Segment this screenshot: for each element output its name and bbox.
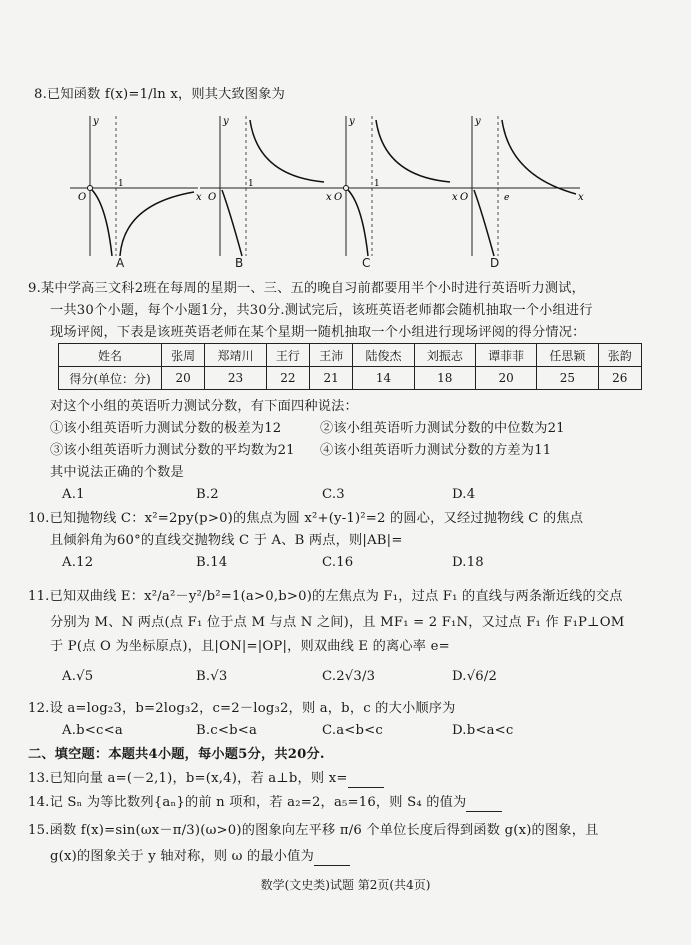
table-header-label: 姓名	[59, 344, 162, 367]
q10-option-b: B.14	[196, 555, 228, 570]
origin-label: O	[334, 192, 343, 203]
q13-line	[28, 770, 384, 788]
mark-label: 1	[374, 179, 380, 189]
q11-option-d: D.√6/2	[452, 669, 498, 684]
q9-statement-4: ④该小组英语听力测试分数的方差为11	[320, 443, 552, 458]
table-cell: 张韵	[598, 344, 641, 367]
q9-option-c: C.3	[322, 487, 345, 502]
q11-line1: 11.已知双曲线 E：x²/a²－y²/b²=1(a>0,b>0)的左焦点为 F₁，过点 F₁ 的直线与两条渐近线的交点	[28, 589, 623, 604]
table-cell: 20	[475, 367, 536, 390]
q12-option-b: B.c<b<a	[196, 723, 258, 738]
table-cell: 25	[537, 367, 598, 390]
q12-option-a: A.b<c<a	[62, 723, 123, 738]
q9-option-b: B.2	[196, 487, 219, 502]
q8-option-a: A	[116, 256, 125, 270]
table-cell: 14	[353, 367, 414, 390]
q11-line3: 于 P(点 O 为坐标原点)，且|ON|=|OP|，则双曲线 E 的离心率 e=	[50, 639, 450, 654]
q8-graph-a	[66, 112, 206, 262]
section-2-heading: 二、填空题：本题共4小题，每小题5分，共20分.	[28, 747, 325, 762]
mark-label: 1	[248, 179, 254, 189]
curve-left	[222, 190, 242, 256]
q9-statement-3: ③该小组英语听力测试分数的平均数为21	[50, 443, 295, 458]
axis-y-label: y	[223, 116, 229, 127]
curve-left	[90, 188, 112, 256]
q10-option-c: C.16	[322, 555, 354, 570]
axis-x-label: x	[196, 192, 202, 203]
q10-line1: 10.已知抛物线 C：x²=2py(p>0)的焦点为圆 x²+(y-1)²=2 的圆心，又经过抛物线 C 的焦点	[28, 511, 584, 526]
answer-blank[interactable]	[466, 797, 502, 812]
mark-e-label: e	[504, 193, 510, 203]
axis-y-label: y	[93, 116, 99, 127]
q13-stem: 13.已知向量 a=(－2,1)，b=(x,4)，若 a⊥b，则 x=	[28, 771, 348, 786]
table-cell: 21	[310, 367, 353, 390]
curve-right	[502, 120, 576, 194]
q9-ask: 其中说法正确的个数是	[50, 465, 184, 480]
q11-option-a: A.√5	[62, 669, 94, 684]
q8-graph-d	[448, 112, 588, 262]
q9-option-a: A.1	[62, 487, 85, 502]
curve-right	[250, 120, 324, 182]
table-cell: 王沛	[310, 344, 353, 367]
table-score-row	[59, 367, 642, 390]
q12-option-d: D.b<a<c	[452, 723, 514, 738]
q9-line2: 一共30个小题，每个小题1分，共30分.测试完后，该班英语老师都会随机抽取一个小组进行	[50, 303, 593, 318]
origin-label: O	[208, 192, 217, 203]
origin-label: O	[78, 192, 87, 203]
axis-x-label: x	[578, 192, 584, 203]
table-cell: 王行	[266, 344, 309, 367]
q10-line2: 且倾斜角为60°的直线交抛物线 C 于 A、B 两点，则|AB|=	[50, 533, 403, 548]
q9-line1: 9.某中学高三文科2班在每周的星期一、三、五的晚自习前都要用半个小时进行英语听力测试，	[28, 281, 586, 296]
q15-line2: g(x)的图象关于 y 轴对称，则 ω 的最小值为	[50, 849, 314, 864]
q11-option-c: C.2√3/3	[322, 669, 376, 684]
q8-option-d: D	[490, 256, 500, 270]
table-cell: 20	[162, 367, 205, 390]
curve-right	[120, 192, 194, 256]
origin-label: O	[460, 192, 469, 203]
axis-y-label: y	[349, 116, 355, 127]
table-cell: 23	[205, 367, 266, 390]
q14-line	[28, 794, 502, 812]
q9-option-d: D.4	[452, 487, 476, 502]
table-cell: 郑靖川	[205, 344, 266, 367]
graph-d-svg	[448, 112, 588, 262]
table-header-row	[59, 344, 642, 367]
table-score-label: 得分(单位：分)	[59, 367, 162, 390]
q12-stem: 12.设 a=log₂3，b=2log₃2，c=2－log₃2，则 a，b，c 的大小顺序为	[28, 701, 456, 716]
graph-b-svg	[196, 112, 336, 262]
graph-a-svg	[66, 112, 206, 262]
table-cell: 张周	[162, 344, 205, 367]
curve-left	[346, 188, 368, 256]
score-table	[58, 343, 642, 390]
q12-option-c: C.a<b<c	[322, 723, 384, 738]
table-cell: 刘振志	[414, 344, 475, 367]
graph-c-svg	[322, 112, 462, 262]
open-point	[88, 186, 93, 191]
answer-blank[interactable]	[348, 773, 384, 788]
curve-right	[376, 120, 450, 182]
q14-stem: 14.记 Sₙ 为等比数列{aₙ}的前 n 项和，若 a₂=2，a₅=16，则 S₄ 的值为	[28, 795, 467, 810]
answer-blank[interactable]	[314, 851, 350, 866]
table-cell: 22	[266, 367, 309, 390]
q9-statement-1: ①该小组英语听力测试分数的极差为12	[50, 421, 282, 436]
q15-line2-wrap	[50, 848, 350, 866]
curve-left	[474, 190, 494, 256]
table-cell: 18	[414, 367, 475, 390]
table-cell: 26	[598, 367, 641, 390]
q10-option-d: D.18	[452, 555, 484, 570]
open-point	[344, 186, 349, 191]
axis-y-label: y	[475, 116, 481, 127]
mark-label: 1	[118, 179, 124, 189]
q8-option-b: B	[235, 256, 244, 270]
table-cell: 任思颖	[537, 344, 598, 367]
table-cell: 谭菲菲	[475, 344, 536, 367]
q10-option-a: A.12	[62, 555, 94, 570]
page-footer: 数学(文史类)试题 第2页(共4页)	[260, 878, 431, 892]
q8-graph-b	[196, 112, 336, 262]
q11-option-b: B.√3	[196, 669, 228, 684]
q9-line3: 现场评阅，下表是该班英语老师在某个星期一随机抽取一个小组进行现场评阅的得分情况：	[50, 325, 586, 340]
q8-option-c: C	[362, 256, 371, 270]
axis-x-label: x	[452, 192, 458, 203]
axis-x-label: x	[326, 192, 332, 203]
q9-intro: 对这个小组的英语听力测试分数，有下面四种说法：	[50, 399, 358, 414]
q15-line1: 15.函数 f(x)=sin(ωx－π/3)(ω>0)的图象向左平移 π/6 个单位长度后得到函数 g(x)的图象，且	[28, 823, 599, 838]
table-cell: 陆俊杰	[353, 344, 414, 367]
q9-statement-2: ②该小组英语听力测试分数的中位数为21	[320, 421, 565, 436]
q8-stem: 8.已知函数 f(x)=1/ln x，则其大致图象为	[34, 87, 286, 102]
q11-line2: 分别为 M、N 两点(点 F₁ 位于点 M 与点 N 之间)，且 MF₁ = 2 F₁N，又过点 F₁ 作 F₁P⊥OM	[50, 615, 625, 630]
q8-graph-c	[322, 112, 462, 262]
